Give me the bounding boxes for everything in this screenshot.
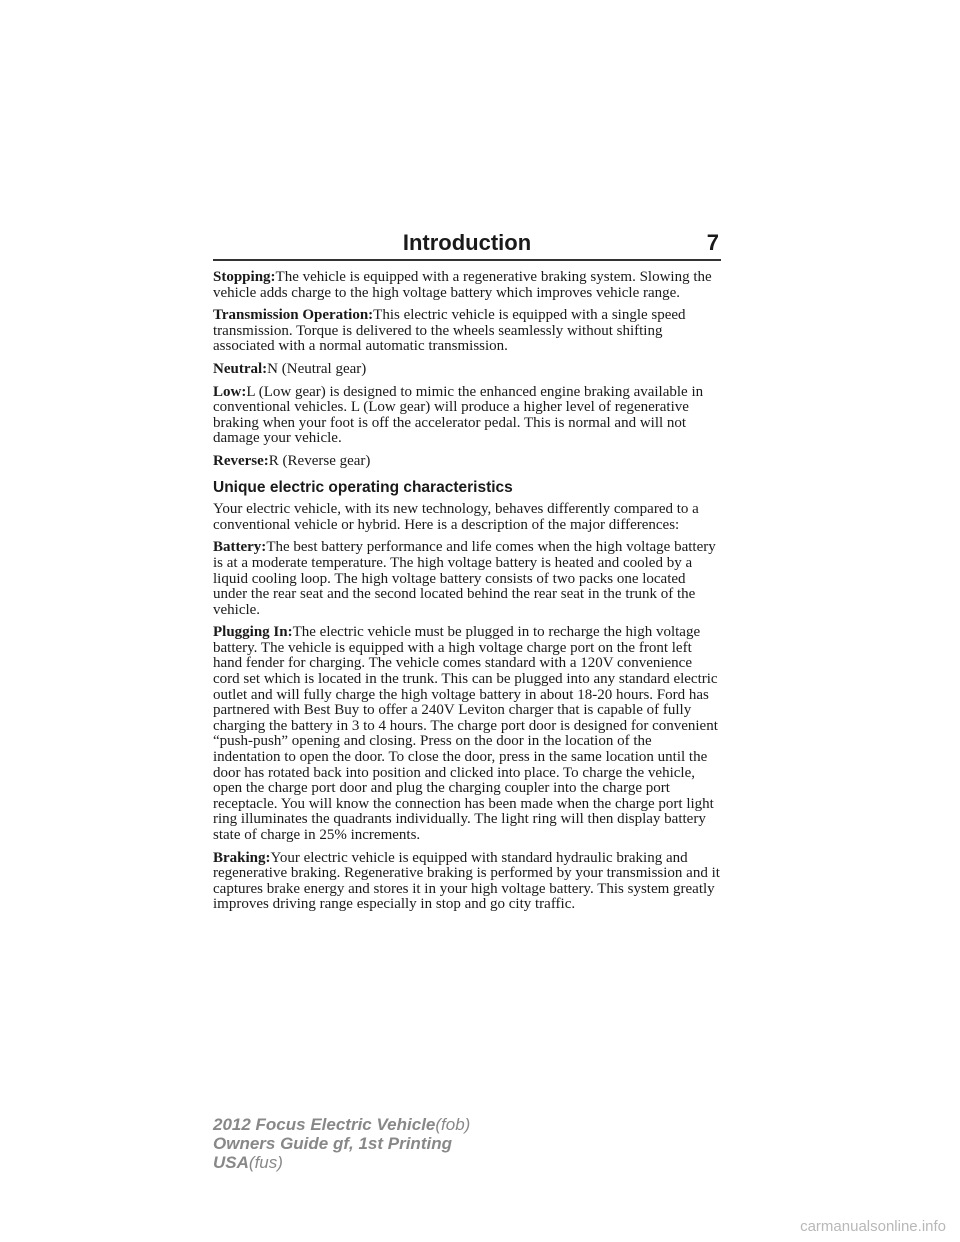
paragraph-text: The best battery performance and life comes when the high voltage battery is at a moderate temperature. The high voltage battery is heated and cooled by a liquid cooling loop. The high voltage battery consists of two packs one located under the rear seat and the second located behind the rear seat in the trunk of the vehicle.	[213, 539, 716, 618]
page-number: 7	[706, 230, 719, 255]
paragraph-reverse	[213, 454, 721, 470]
paragraph-text: N (Neutral gear)	[267, 360, 367, 377]
page-header	[213, 228, 721, 262]
paragraph-neutral	[213, 362, 721, 378]
footer-printing: Owners Guide gf, 1st Printing	[213, 1134, 452, 1153]
paragraph-low	[213, 385, 721, 447]
header-divider	[213, 259, 721, 261]
footer-line-2	[213, 1134, 470, 1153]
footer-region: USA	[213, 1153, 249, 1172]
paragraph-text: Your electric vehicle is equipped with standard hydraulic braking and regenerative braking. Regenerative braking is performed by your transmission and it captures brake energy and stores it in your high voltage battery. This system greatly improves driving range especially in stop and go city traffic.	[213, 849, 720, 913]
page-content	[213, 270, 721, 920]
footer-title: 2012 Focus Electric Vehicle	[213, 1115, 436, 1134]
page-title: Introduction	[402, 230, 532, 255]
footer-line-1	[213, 1115, 470, 1134]
paragraph-label: Transmission Operation:	[213, 307, 374, 324]
paragraph-label: Low:	[213, 383, 247, 400]
paragraph-transmission	[213, 308, 721, 355]
paragraph-braking	[213, 851, 721, 913]
paragraph-label: Battery:	[213, 539, 267, 556]
paragraph-text: L (Low gear) is designed to mimic the enhanced engine braking available in conventional vehicles. L (Low gear) will produce a higher level of regenerative braking when your foot is off the accelerator pedal. This is normal and will not damage your vehicle.	[213, 383, 704, 447]
paragraph-text: R (Reverse gear)	[268, 452, 371, 469]
paragraph-label: Reverse:	[213, 452, 269, 469]
footer-code: (fob)	[435, 1115, 471, 1134]
footer-line-3	[213, 1153, 470, 1172]
paragraph-plugging-in	[213, 625, 721, 843]
paragraph-battery	[213, 540, 721, 618]
paragraph-label: Plugging In:	[213, 624, 293, 641]
site-watermark: carmanualsonline.info	[800, 1218, 946, 1235]
paragraph-text: This electric vehicle is equipped with a single speed transmission. Torque is delivered to the wheels seamlessly without shifting associated with a normal automatic transmission.	[213, 307, 686, 355]
paragraph-label: Neutral:	[213, 360, 268, 377]
paragraph-stopping	[213, 270, 721, 301]
paragraph-label: Stopping:	[213, 269, 276, 285]
paragraph-text: The electric vehicle must be plugged in to recharge the high voltage battery. The vehicle is equipped with a high voltage charge port on the front left hand fender for charging. The vehicle comes standard with a 120V convenience cord set which is located in the trunk. This can be plugged into any standard electric outlet and will fully charge the high voltage battery in about 18-20 hours. Ford has partnered with Best Buy to offer a 240V Leviton charger that is capable of fully charging the battery in 3 to 4 hours. The charge port door is designed for convenient “push-push” opening and closing. Press on the door in the location of the indentation to open the door. To close the door, press in the same location until the door has rotated back into position and clicked into place. To charge the vehicle, open the charge port door and plug the charging coupler into the charge port receptacle. You will know the connection has been made when the charge port light ring illuminates the quadrants individually. The light ring will then display battery state of charge in 25% increments.	[213, 624, 718, 843]
section-heading: Unique electric operating characteristics	[213, 478, 513, 496]
page-footer	[213, 1115, 470, 1172]
paragraph-text: The vehicle is equipped with a regenerative braking system. Slowing the vehicle adds charge to the high voltage battery which improves vehicle range.	[213, 269, 712, 301]
section-intro: Your electric vehicle, with its new technology, behaves differently compared to a conventional vehicle or hybrid. Here is a description of the major differences:	[213, 501, 699, 533]
footer-region-code: (fus)	[248, 1153, 283, 1172]
paragraph-label: Braking:	[213, 849, 271, 866]
